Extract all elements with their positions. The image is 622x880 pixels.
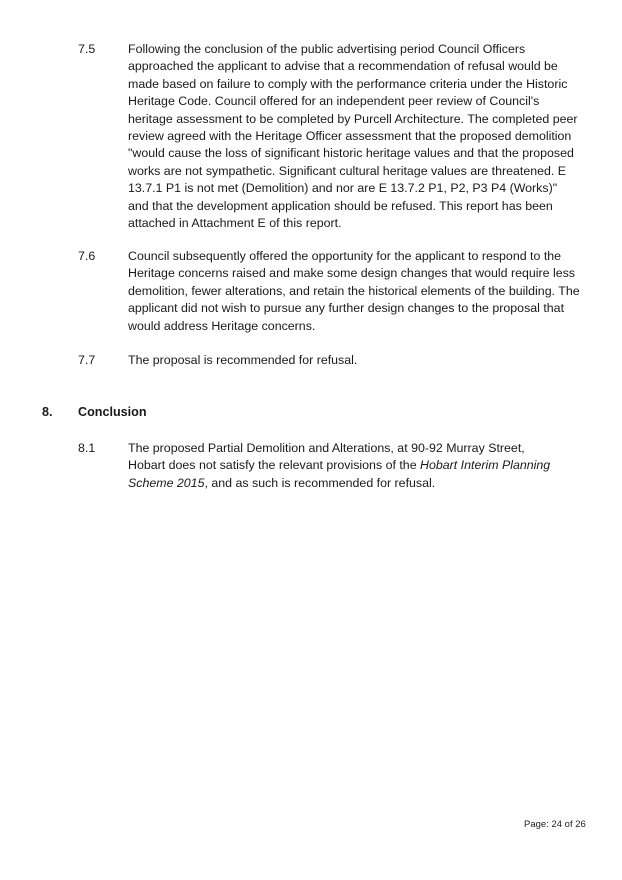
paragraph-text xyxy=(128,248,580,335)
text-segment: , and as such is recommended for refusal. xyxy=(204,475,436,490)
text-line: Following the conclusion of the public advertising period Council Officers xyxy=(128,42,526,56)
paragraph-number: 8.1 xyxy=(78,441,96,455)
text-segment: Hobart does not satisfy the relevant provisions of the xyxy=(128,458,421,473)
text-line: review agreed with the Heritage Officer assessment that the proposed demolition xyxy=(128,129,572,144)
text-line: works are not sympathetic. Significant cultural heritage values are threatened. E xyxy=(128,163,567,178)
text-line xyxy=(128,475,580,492)
text-line: heritage assessment to be completed by Purcell Architecture. The completed peer xyxy=(128,111,578,126)
text-line: approached the applicant to advise that a recommendation of refusal would be xyxy=(128,59,558,74)
scheme-title-italic: Scheme 2015 xyxy=(128,475,205,490)
scheme-title-italic: Hobart Interim Planning xyxy=(420,458,551,473)
text-line: The proposal is recommended for refusal. xyxy=(128,353,358,367)
text-line: Council subsequently offered the opportunity for the applicant to respond to the xyxy=(128,249,562,263)
paragraph-text xyxy=(128,352,580,369)
text-line: 13.7.1 P1 is not met (Demolition) and nor are E 13.7.2 P1, P2, P3 P4 (Works)" xyxy=(128,181,558,196)
text-line: applicant did not wish to pursue any further design changes to the proposal that xyxy=(128,301,565,316)
paragraph-number: 7.6 xyxy=(78,249,96,263)
text-line: demolition, fewer alterations, and retain the historical elements of the building. The xyxy=(128,283,580,298)
paragraph-text xyxy=(128,440,580,492)
section-title: Conclusion xyxy=(78,405,147,419)
text-line: made based on failure to comply with the performance criteria under the Historic xyxy=(128,76,568,91)
text-line: and that the development application should be refused. This report has been xyxy=(128,198,553,213)
text-line: "would cause the loss of significant historic heritage values and that the proposed xyxy=(128,146,574,161)
section-number: 8. xyxy=(42,405,53,419)
text-line xyxy=(128,457,580,474)
paragraph-number: 7.5 xyxy=(78,42,96,56)
page-number-footer: Page: 24 of 26 xyxy=(524,819,586,830)
paragraph-text xyxy=(128,41,580,232)
text-line: Heritage concerns raised and make some design changes that would require less xyxy=(128,266,576,281)
text-line: Heritage Code. Council offered for an independent peer review of Council's xyxy=(128,94,540,109)
text-line: attached in Attachment E of this report. xyxy=(128,216,342,231)
text-line: would address Heritage concerns. xyxy=(128,318,316,333)
text-line: The proposed Partial Demolition and Alterations, at 90-92 Murray Street, xyxy=(128,441,525,455)
paragraph-number: 7.7 xyxy=(78,353,96,367)
